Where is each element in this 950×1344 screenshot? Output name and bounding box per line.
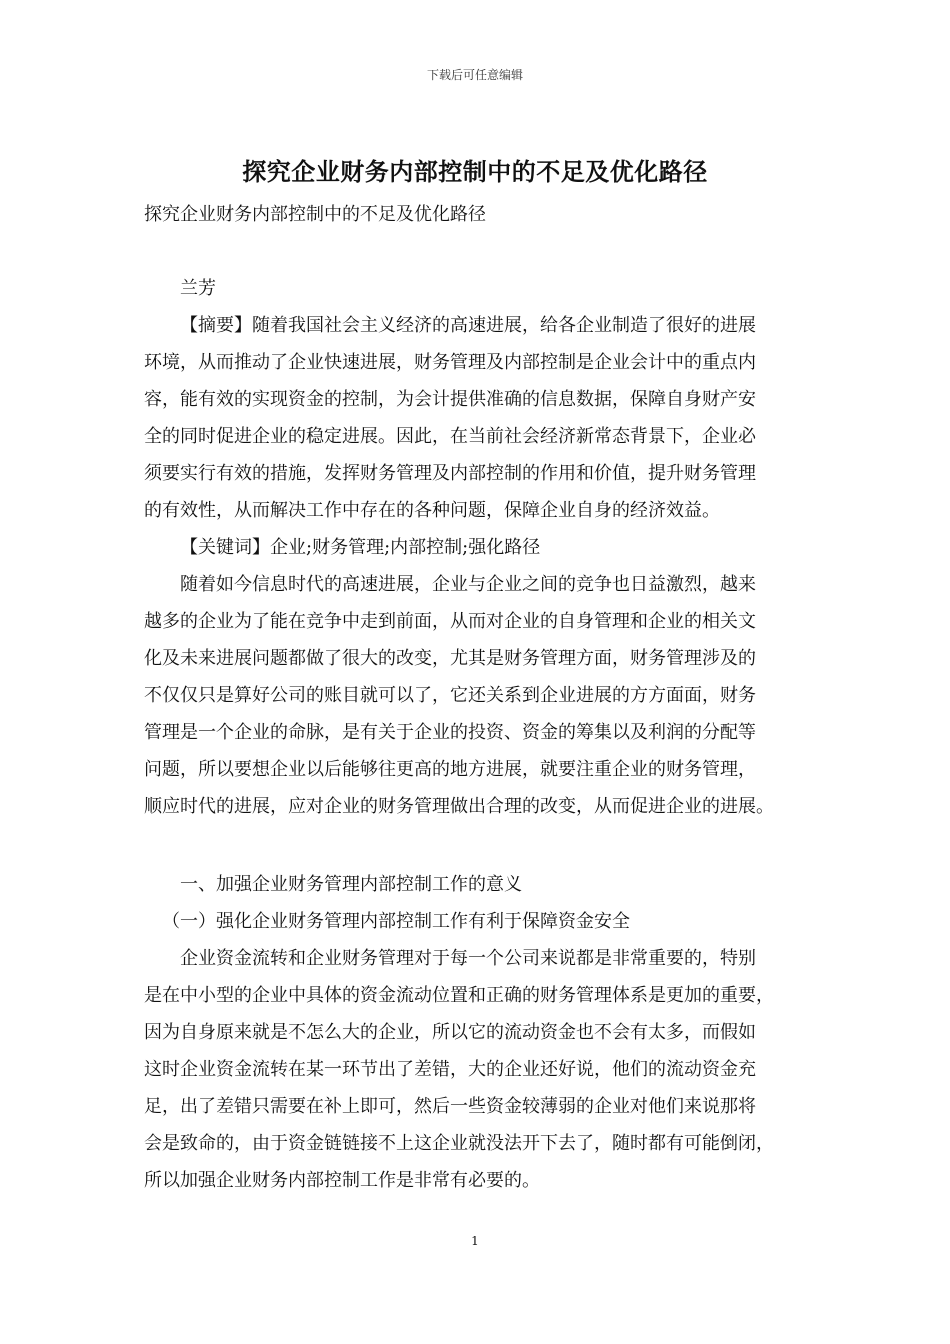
page-header-note: 下载后可任意编辑	[426, 68, 523, 82]
author-name: 兰芳	[180, 278, 216, 299]
intro-line: 顺应时代的进展，应对企业的财务管理做出合理的改变，从而促进企业的进展。	[144, 796, 774, 817]
author-block	[144, 270, 824, 307]
section-paragraph-line: 所以加强企业财务内部控制工作是非常有必要的。	[144, 1170, 540, 1191]
section-paragraph-line: 会是致命的，由于资金链链接不上这企业就没法开下去了，随时都有可能倒闭，	[144, 1133, 774, 1154]
section-1	[144, 866, 824, 1199]
abstract-line: 须要实行有效的措施，发挥财务管理及内部控制的作用和价值，提升财务管理	[144, 463, 756, 484]
document-title: 探究企业财务内部控制中的不足及优化路径	[242, 157, 708, 186]
intro-line: 问题，所以要想企业以后能够往更高的地方进展，就要注重企业的财务管理，	[144, 759, 756, 780]
keywords-line: 【关键词】企业;财务管理;内部控制;强化路径	[180, 537, 541, 558]
intro-line: 化及未来进展问题都做了很大的改变，尤其是财务管理方面，财务管理涉及的	[144, 648, 756, 669]
document-subtitle: 探究企业财务内部控制中的不足及优化路径	[144, 204, 486, 225]
intro-line: 不仅仅只是算好公司的账目就可以了，它还关系到企业进展的方方面面，财务	[144, 685, 756, 706]
section-paragraph-line: 企业资金流转和企业财务管理对于每一个公司来说都是非常重要的，特别	[180, 948, 756, 969]
section-paragraph-line: 是在中小型的企业中具体的资金流动位置和正确的财务管理体系是更加的重要，	[144, 985, 774, 1006]
page-number: 1	[471, 1234, 479, 1248]
intro-line: 随着如今信息时代的高速进展，企业与企业之间的竞争也日益激烈，越来	[180, 574, 756, 595]
subsection-heading: （一）强化企业财务管理内部控制工作有利于保障资金安全	[162, 911, 630, 932]
abstract-line: 的有效性，从而解决工作中存在的各种问题，保障企业自身的经济效益。	[144, 500, 720, 521]
section-paragraph-line: 足，出了差错只需要在补上即可，然后一些资金较薄弱的企业对他们来说那将	[144, 1096, 756, 1117]
abstract-line: 容，能有效的实现资金的控制，为会计提供准确的信息数据，保障自身财产安	[144, 389, 756, 410]
section-paragraph-line: 因为自身原来就是不怎么大的企业，所以它的流动资金也不会有太多，而假如	[144, 1022, 756, 1043]
abstract-line: 全的同时促进企业的稳定进展。因此，在当前社会经济新常态背景下，企业必	[144, 426, 756, 447]
intro-line: 管理是一个企业的命脉，是有关于企业的投资、资金的筹集以及利润的分配等	[144, 722, 756, 743]
subtitle-block	[144, 196, 824, 233]
abstract-line: 环境，从而推动了企业快速进展，财务管理及内部控制是企业会计中的重点内	[144, 352, 756, 373]
section-paragraph-line: 这时企业资金流转在某一环节出了差错，大的企业还好说，他们的流动资金充	[144, 1059, 756, 1080]
intro-line: 越多的企业为了能在竞争中走到前面，从而对企业的自身管理和企业的相关文	[144, 611, 756, 632]
abstract-paragraph	[144, 307, 824, 825]
abstract-line: 【摘要】随着我国社会主义经济的高速进展，给各企业制造了很好的进展	[180, 315, 756, 336]
section-heading: 一、加强企业财务管理内部控制工作的意义	[180, 874, 522, 895]
